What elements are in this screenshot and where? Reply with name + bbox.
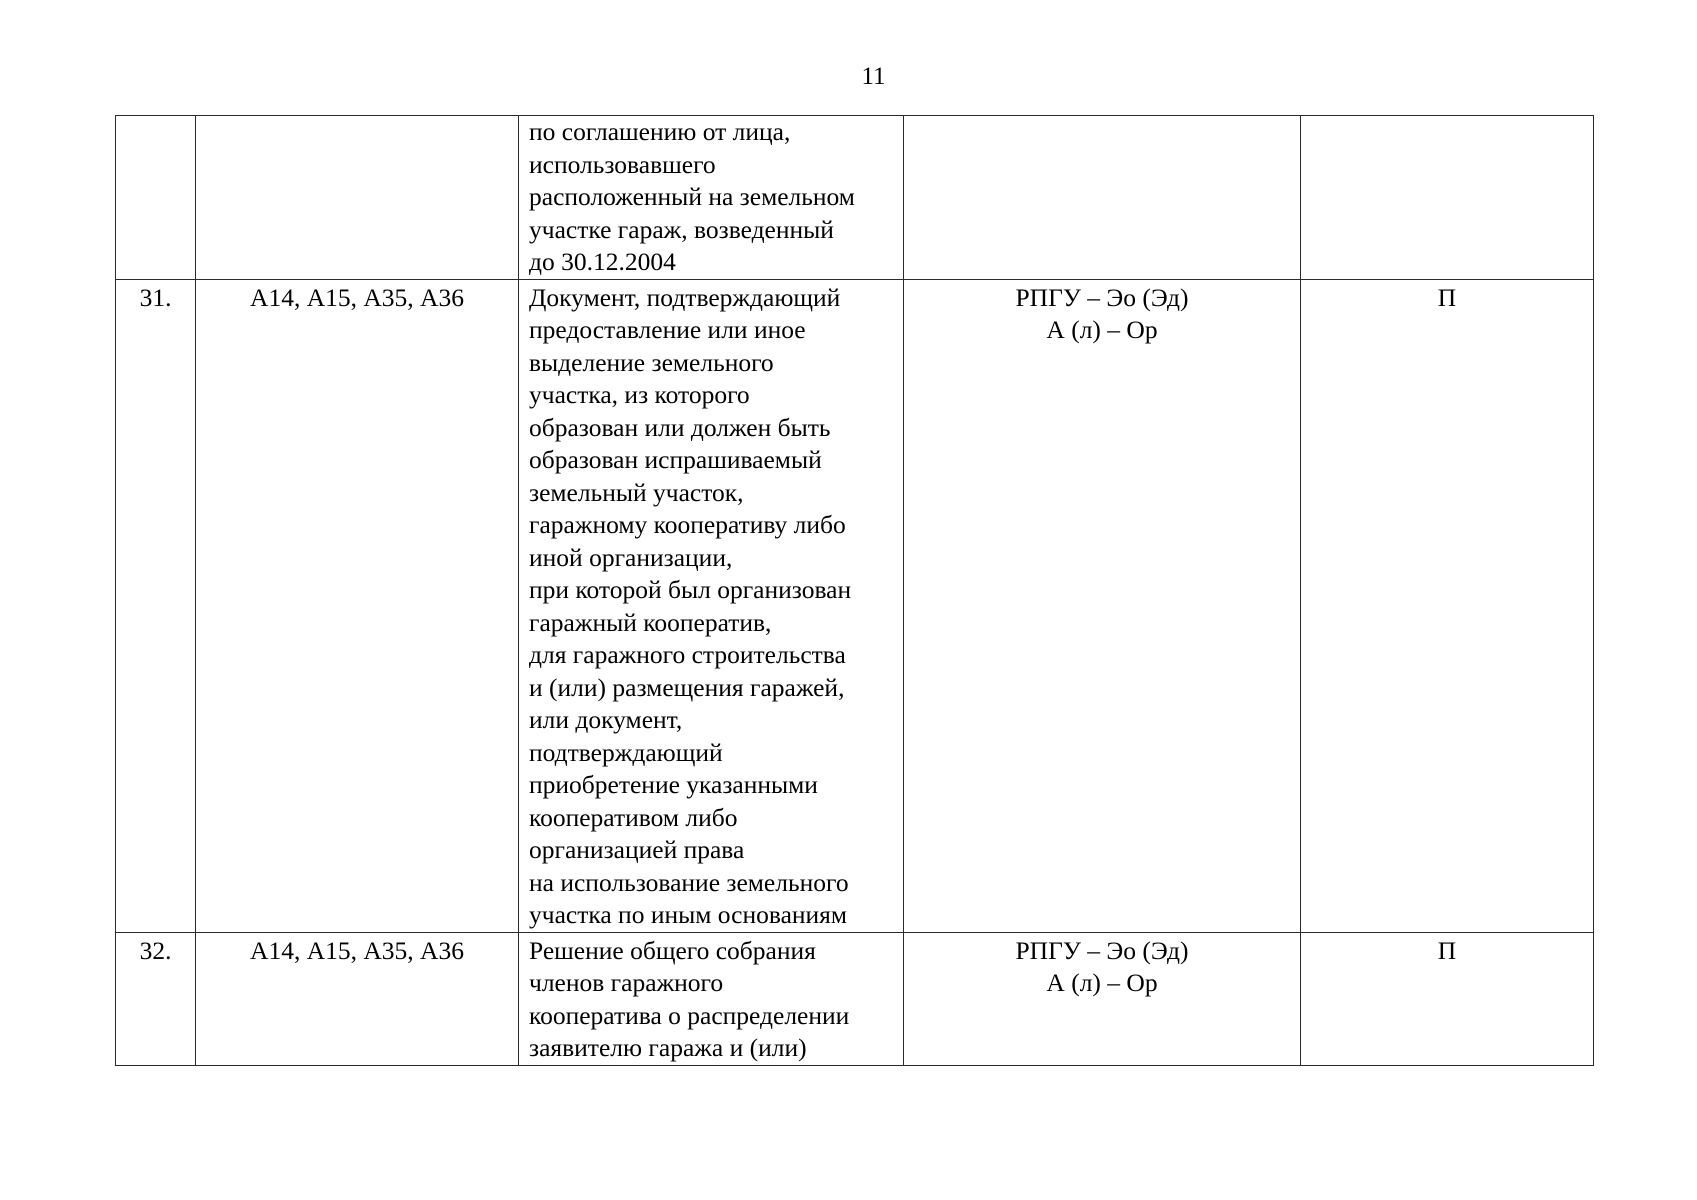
table-row <box>116 932 1594 1065</box>
document-line: при которой был организован <box>529 575 852 604</box>
type-cell: П <box>1301 279 1594 932</box>
type-cell <box>1301 116 1594 280</box>
document-line: или документ, <box>529 705 683 734</box>
document-description-cell <box>519 116 904 280</box>
document-description-cell <box>519 279 904 932</box>
document-line: образован или должен быть <box>529 412 831 442</box>
document-line: участка, из которого <box>529 380 750 409</box>
codes-cell: А14, А15, А35, А36 <box>196 932 519 1065</box>
document-line: выделение земельного <box>529 347 774 377</box>
document-line: на использование земельного <box>529 867 849 897</box>
document-description-cell <box>519 932 904 1065</box>
source-line: А (л) – Ор <box>1046 968 1158 997</box>
type-cell: П <box>1301 932 1594 1065</box>
document-line: до 30.12.2004 <box>529 247 676 276</box>
document-line: расположенный на земельном <box>529 182 855 211</box>
document-line: кооперативом либо <box>529 802 738 832</box>
document-line: иной организации, <box>529 542 733 572</box>
document-line: использовавшего <box>529 149 716 179</box>
document-line: заявителю гаража и (или) <box>529 1033 807 1062</box>
documents-table <box>115 115 1594 1066</box>
document-line: и (или) размещения гаражей, <box>529 672 845 702</box>
document-line: участка по иным основаниям <box>529 900 848 929</box>
source-cell <box>904 932 1301 1065</box>
document-line: подтверждающий <box>529 737 723 767</box>
document-line: земельный участок, <box>529 477 744 507</box>
source-cell <box>904 279 1301 932</box>
document-line: приобретение указанными <box>529 770 818 799</box>
document-line: организацией права <box>529 835 745 864</box>
source-cell <box>904 116 1301 280</box>
source-line: РПГУ – Эо (Эд) <box>1015 935 1189 965</box>
document-line: гаражному кооперативу либо <box>529 510 846 539</box>
row-number-cell: 31. <box>116 279 196 932</box>
document-line: Документ, подтверждающий <box>529 282 841 312</box>
document-line: гаражный кооператив, <box>529 607 772 637</box>
codes-cell <box>196 116 519 280</box>
table-row <box>116 279 1594 932</box>
source-line: А (л) – Ор <box>1046 315 1158 344</box>
document-line: участке гараж, возведенный <box>529 214 834 244</box>
document-line: для гаражного строительства <box>529 640 846 669</box>
page-number: 11 <box>861 63 886 90</box>
source-line: РПГУ – Эо (Эд) <box>1015 282 1189 312</box>
row-number-cell: 32. <box>116 932 196 1065</box>
table-row <box>116 116 1594 280</box>
document-line: предоставление или иное <box>529 315 806 344</box>
document-line: образован испрашиваемый <box>529 445 822 474</box>
document-line: по соглашению от лица, <box>529 117 791 146</box>
document-line: Решение общего собрания <box>529 935 816 965</box>
codes-cell: А14, А15, А35, А36 <box>196 279 519 932</box>
document-line: кооператива о распределении <box>529 1000 850 1030</box>
document-line: членов гаражного <box>529 968 724 997</box>
row-number-cell <box>116 116 196 280</box>
